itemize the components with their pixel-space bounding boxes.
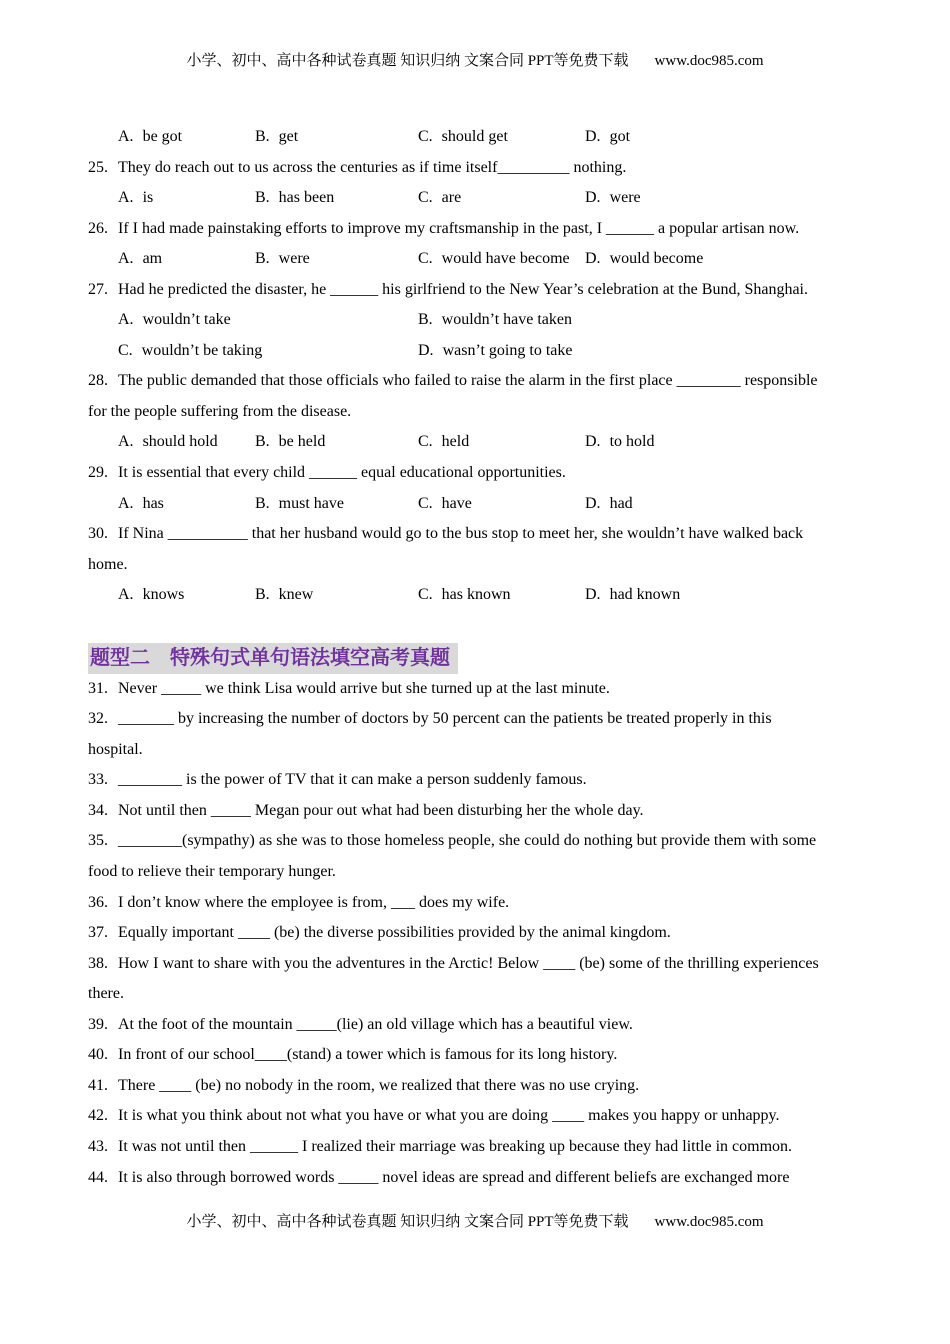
question-number: 36. (88, 893, 108, 911)
option-label: B. (255, 128, 270, 145)
question-text: _______ by increasing the number of doctors by 50 percent can the patients be treated properly in this (118, 710, 772, 728)
section-heading-text: 题型二 特殊句式单句语法填空高考真题 (88, 643, 458, 674)
question-line (88, 1132, 878, 1163)
option-text: were (278, 250, 310, 268)
question-number: 30. (88, 525, 108, 543)
option-text: get (278, 128, 299, 145)
option-a (118, 244, 255, 275)
question-line (88, 1040, 878, 1071)
question-text: ________ is the power of TV that it can make a person suddenly famous. (118, 771, 587, 789)
options-row (88, 427, 878, 458)
option-a (118, 427, 255, 458)
question-text: It is also through borrowed words _____ novel ideas are spread and different beliefs are exchanged more (118, 1168, 790, 1186)
option-text: wouldn’t take (142, 311, 231, 329)
question-number: 28. (88, 372, 108, 390)
page-header (0, 49, 950, 70)
question-continuation-line (88, 550, 878, 581)
options-row (88, 305, 878, 336)
option-c (418, 122, 585, 153)
question-number: 34. (88, 801, 108, 819)
question-number: 41. (88, 1076, 108, 1094)
question-line (88, 765, 878, 796)
option-label: A. (118, 494, 134, 512)
question-number: 25. (88, 158, 108, 176)
question-line (88, 1071, 878, 1102)
option-text: had known (609, 586, 681, 604)
question-line (88, 918, 878, 949)
option-d (418, 336, 572, 367)
question-number: 39. (88, 1015, 108, 1033)
option-label: C. (418, 586, 433, 604)
question-text: In front of our school____(stand) a tower which is famous for its long history. (118, 1046, 618, 1064)
option-label: B. (255, 189, 270, 207)
question-text: The public demanded that those officials who failed to raise the alarm in the first place ________ responsible (118, 372, 818, 390)
option-text: wouldn’t be taking (141, 341, 263, 359)
question-line (88, 949, 878, 980)
option-label: D. (585, 433, 601, 451)
option-text: is (142, 189, 154, 207)
question-text: If I had made painstaking efforts to improve my craftsmanship in the past, I ______ a popular artisan now. (118, 219, 800, 237)
option-text: wasn’t going to take (442, 341, 573, 359)
option-text: has (142, 494, 164, 512)
question-text: I don’t know where the employee is from, ___ does my wife. (118, 893, 510, 911)
option-a (118, 122, 255, 153)
question-line (88, 1101, 878, 1132)
question-line (88, 458, 878, 489)
options-row (88, 122, 878, 153)
option-a (118, 580, 255, 611)
options-row (88, 336, 878, 367)
option-label: D. (585, 250, 601, 268)
question-text: food to relieve their temporary hunger. (88, 863, 336, 881)
question-number: 32. (88, 710, 108, 728)
options-row (88, 489, 878, 520)
option-c (418, 183, 585, 214)
option-label: A. (118, 311, 134, 329)
option-label: C. (418, 494, 433, 512)
option-text: has been (278, 189, 335, 207)
option-label: D. (585, 128, 601, 145)
question-line (88, 796, 878, 827)
option-label: B. (255, 433, 270, 451)
option-a (118, 489, 255, 520)
question-text: there. (88, 985, 124, 1003)
section-heading (88, 643, 878, 674)
question-continuation-line (88, 857, 878, 888)
header-site-url: www.doc985.com (654, 53, 764, 69)
option-text: held (441, 433, 470, 451)
page-footer (0, 1210, 950, 1231)
question-text: for the people suffering from the disease. (88, 402, 352, 420)
option-text: have (441, 494, 472, 512)
option-b (255, 244, 418, 275)
option-label: C. (418, 433, 433, 451)
option-c (118, 336, 418, 367)
option-d (585, 183, 641, 214)
option-d (585, 427, 654, 458)
question-number: 44. (88, 1168, 108, 1186)
question-line (88, 704, 878, 735)
option-label: A. (118, 250, 134, 268)
question-text: At the foot of the mountain _____(lie) an old village which has a beautiful view. (118, 1015, 633, 1033)
question-number: 27. (88, 280, 108, 298)
option-label: D. (418, 341, 434, 359)
question-text: It is essential that every child ______ equal educational opportunities. (118, 464, 566, 482)
option-label: A. (118, 189, 134, 207)
question-line (88, 214, 878, 245)
exam-content (88, 122, 878, 1193)
question-text: Had he predicted the disaster, he ______ his girlfriend to the New Year’s celebration at the Bund, Shanghai. (118, 280, 808, 298)
question-text: hospital. (88, 740, 143, 758)
option-text: has known (441, 586, 511, 604)
options-row (88, 244, 878, 275)
option-text: must have (278, 494, 344, 512)
option-label: B. (255, 494, 270, 512)
question-number: 29. (88, 464, 108, 482)
option-text: should hold (142, 433, 218, 451)
option-label: A. (118, 128, 134, 145)
question-number: 35. (88, 832, 108, 850)
option-text: had (609, 494, 633, 512)
option-label: C. (418, 128, 433, 145)
options-row (88, 183, 878, 214)
option-text: knew (278, 586, 314, 604)
option-text: would have become (441, 250, 570, 268)
question-number: 31. (88, 679, 108, 697)
option-text: be got (142, 128, 183, 145)
question-line (88, 1163, 878, 1194)
option-label: A. (118, 586, 134, 604)
option-b (255, 489, 418, 520)
question-number: 37. (88, 924, 108, 942)
header-site-note: 小学、初中、高中各种试卷真题 知识归纳 文案合同 PPT等免费下载 (186, 53, 629, 69)
question-line (88, 1010, 878, 1041)
question-number: 33. (88, 771, 108, 789)
question-text: Equally important ____ (be) the diverse possibilities provided by the animal kingdom. (118, 924, 671, 942)
option-a (118, 305, 418, 336)
question-continuation-line (88, 735, 878, 766)
options-row (88, 580, 878, 611)
option-label: D. (585, 494, 601, 512)
option-text: knows (142, 586, 185, 604)
option-text: are (441, 189, 462, 207)
option-b (255, 183, 418, 214)
option-c (418, 580, 585, 611)
option-text: would become (609, 250, 704, 268)
option-c (418, 244, 585, 275)
option-label: B. (418, 311, 433, 329)
question-number: 40. (88, 1046, 108, 1064)
question-line (88, 826, 878, 857)
option-text: to hold (609, 433, 655, 451)
question-text: If Nina __________ that her husband would go to the bus stop to meet her, she wouldn’t have walked back (118, 525, 804, 543)
question-text: They do reach out to us across the centuries as if time itself_________ nothing. (118, 158, 627, 176)
option-label: C. (418, 250, 433, 268)
option-label: B. (255, 250, 270, 268)
question-number: 42. (88, 1107, 108, 1125)
option-c (418, 427, 585, 458)
footer-site-note: 小学、初中、高中各种试卷真题 知识归纳 文案合同 PPT等免费下载 (186, 1214, 629, 1230)
option-b (255, 427, 418, 458)
option-text: should get (441, 128, 508, 145)
option-b (418, 305, 572, 336)
option-label: D. (585, 586, 601, 604)
question-continuation-line (88, 397, 878, 428)
footer-site-url: www.doc985.com (654, 1214, 764, 1230)
question-text: How I want to share with you the adventures in the Arctic! Below ____ (be) some of the thrilling experiences (118, 954, 819, 972)
option-c (418, 489, 585, 520)
option-label: C. (118, 341, 133, 359)
question-line (88, 888, 878, 919)
option-d (585, 580, 680, 611)
question-text: It was not until then ______ I realized their marriage was breaking up because they had little in common. (118, 1137, 793, 1155)
option-label: A. (118, 433, 134, 451)
option-d (585, 122, 630, 153)
option-d (585, 244, 703, 275)
option-b (255, 122, 418, 153)
option-label: C. (418, 189, 433, 207)
question-line (88, 366, 878, 397)
question-line (88, 153, 878, 184)
option-label: D. (585, 189, 601, 207)
question-text: ________(sympathy) as she was to those homeless people, she could do nothing but provide them with some (118, 832, 817, 850)
question-text: home. (88, 555, 128, 573)
question-line (88, 674, 878, 705)
option-d (585, 489, 633, 520)
option-text: were (609, 189, 641, 207)
option-a (118, 183, 255, 214)
question-text: It is what you think about not what you have or what you are doing ____ makes you happy or unhappy. (118, 1107, 780, 1125)
question-text: Never _____ we think Lisa would arrive but she turned up at the last minute. (118, 679, 610, 697)
question-line (88, 519, 878, 550)
option-label: B. (255, 586, 270, 604)
option-text: got (609, 128, 631, 145)
option-text: am (142, 250, 163, 268)
question-continuation-line (88, 979, 878, 1010)
question-number: 43. (88, 1137, 108, 1155)
question-line (88, 275, 878, 306)
option-text: be held (278, 433, 326, 451)
question-text: There ____ (be) no nobody in the room, we realized that there was no use crying. (118, 1076, 640, 1094)
question-number: 38. (88, 954, 108, 972)
option-b (255, 580, 418, 611)
question-text: Not until then _____ Megan pour out what had been disturbing her the whole day. (118, 801, 644, 819)
question-number: 26. (88, 219, 108, 237)
option-text: wouldn’t have taken (441, 311, 573, 329)
